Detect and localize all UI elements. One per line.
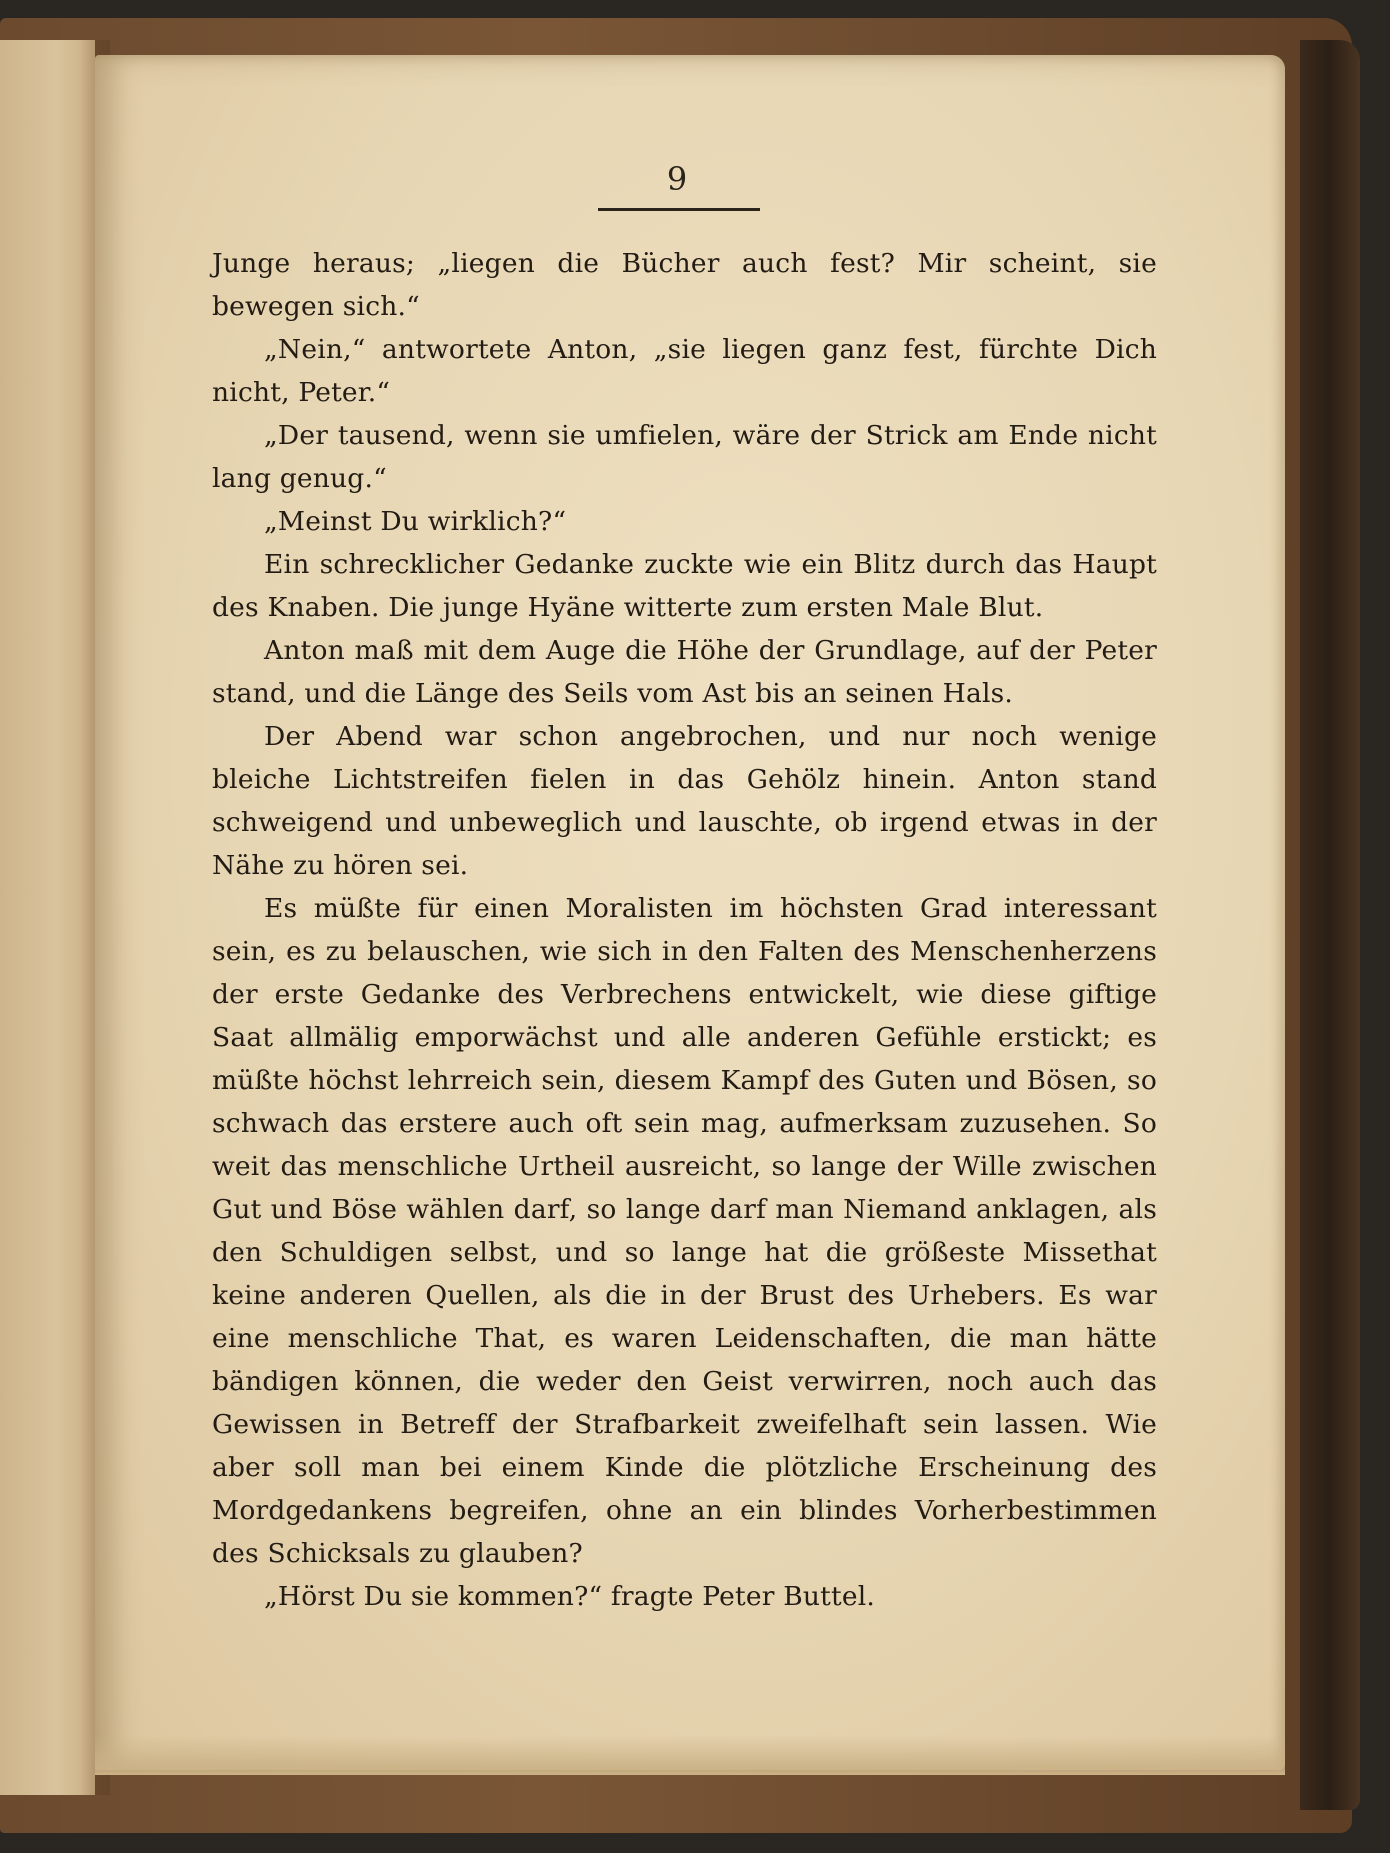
body-text: [212, 242, 1157, 1618]
paragraph: „Meinst Du wirklich?“: [264, 506, 567, 537]
paragraph: „Der tausend, wenn sie umfielen, wäre der Strick am Ende nicht lang genug.“: [212, 420, 1157, 494]
book-spine: [1300, 40, 1360, 1810]
paragraph: „Hörst Du sie kommen?“ fragte Peter Buttel.: [264, 1581, 876, 1612]
paragraph: Ein schrecklicher Gedanke zuckte wie ein Blitz durch das Haupt des Knaben. Die junge Hyäne witterte zum ersten Male Blut.: [212, 549, 1157, 623]
paragraph: Anton maß mit dem Auge die Höhe der Grundlage, auf der Peter stand, und die Länge des Seils vom Ast bis an seinen Hals.: [212, 635, 1157, 709]
page-number-rule: [598, 208, 760, 211]
page-number: 9: [666, 160, 688, 198]
paragraph: Junge heraus; „liegen die Bücher auch fest? Mir scheint, sie bewegen sich.“: [212, 248, 1157, 322]
page-bottom-edge: [95, 1735, 1285, 1775]
paragraph: „Nein,“ antwortete Anton, „sie liegen ganz fest, fürchte Dich nicht, Peter.“: [212, 334, 1157, 408]
paragraph: Der Abend war schon angebrochen, und nur noch wenige bleiche Lichtstreifen fielen in das Gehölz hinein. Anton stand schweigend und unbeweglich und lauschte, ob irgend etwas in der Nähe zu hören sei.: [212, 721, 1157, 881]
paragraph: Es müßte für einen Moralisten im höchsten Grad interessant sein, es zu belauschen, wie sich in den Falten des Menschenherzens der erste Gedanke des Verbrechens entwickelt, wie diese giftige Saat allmälig emporwächst und alle anderen Gefühle erstickt; es müßte höchst lehrreich sein, diesem Kampf des Guten und Bösen, so schwach das erstere auch oft sein mag, aufmerksam zuzusehen. So weit das menschliche Urtheil ausreicht, so lange der Wille zwischen Gut und Böse wählen darf, so lange darf man Niemand anklagen, als den Schuldigen selbst, und so lange hat die größeste Missethat keine anderen Quellen, als die in der Brust des Urhebers. Es war eine menschliche That, es waren Leidenschaften, die man hätte bändigen können, die weder den Geist verwirren, noch auch das Gewissen in Betreff der Strafbarkeit zweifelhaft sein lassen. Wie aber soll man bei einem Kinde die plötzliche Erscheinung des Mordgedankens begreifen, ohne an ein blindes Vorherbestimmen des Schicksals zu glauben?: [212, 893, 1157, 1569]
